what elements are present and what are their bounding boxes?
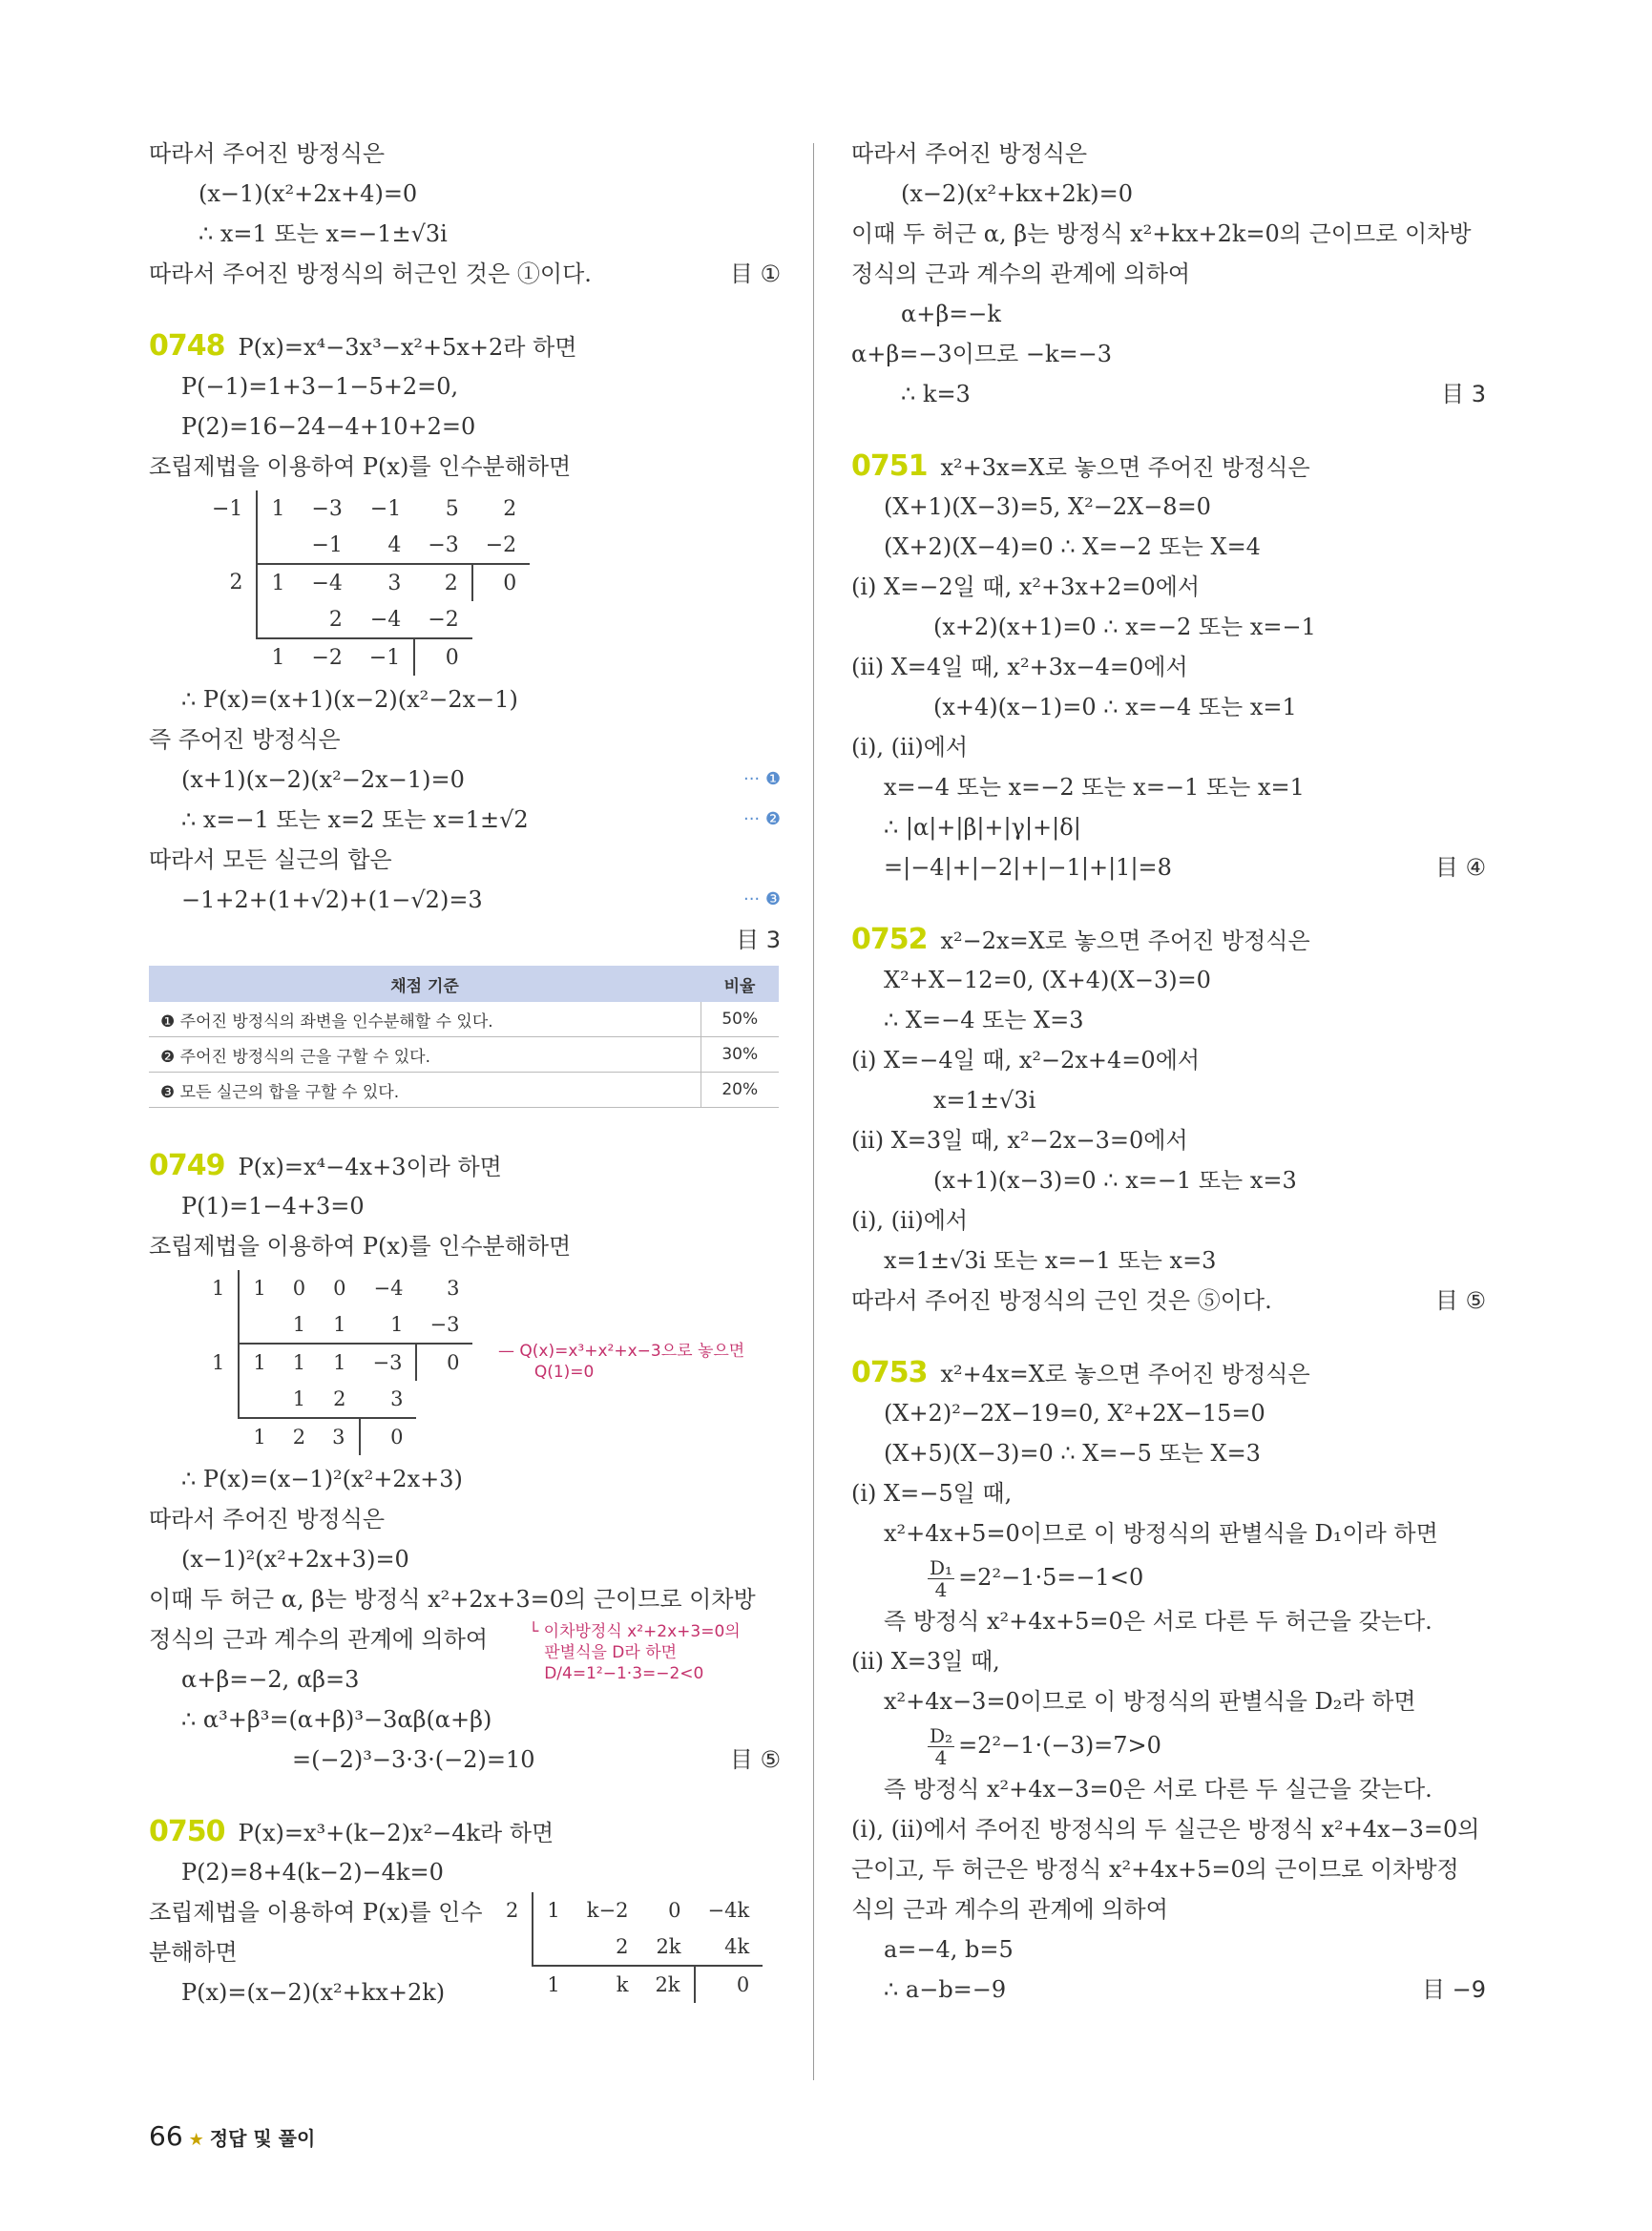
footer-label: 정답 및 풀이 [209,2127,316,2150]
equation: (x−1)(x²+2x+4)=0 [199,180,418,207]
answer-badge: 目 ⑤ [1434,1287,1486,1314]
text-line: 정식의 근과 계수의 관계에 의하여 └ 이차방정식 x²+2x+3=0의 판별식을 D라 하면 D/4=1²−1·3=−2<0 [149,1622,741,1683]
ratio-header: 비율 [701,966,779,1002]
answer-badge: 目 ① [729,261,781,287]
text-line: (i), (ii)에서 [851,734,969,761]
text-line: 이때 두 허근 α, β는 방정식 x²+kx+2k=0의 근이므로 이차방 [851,220,1472,247]
equation: P(2)=16−24−4+10+2=0 [181,413,476,440]
equation: (x−1)²(x²+2x+3)=0 [181,1546,409,1573]
problem-number: 0749 [149,1149,225,1182]
grading-header: 채점 기준 [149,966,701,1002]
equation: P(2)=8+4(k−2)−4k=0 [181,1859,444,1886]
text-line: (i), (ii)에서 [851,1207,969,1234]
text-line: 즉 방정식 x²+4x−3=0은 서로 다른 두 실근을 갖는다. [884,1776,1432,1803]
problem-0751-header: 0751 x²+3x=X로 놓으면 주어진 방정식은 [851,447,1486,487]
equation: (x+1)(x−3)=0 ∴ x=−1 또는 x=3 [933,1167,1297,1194]
equation: P(−1)=1+3−1−5+2=0, [181,373,459,400]
equation: x=1±√3i 또는 x=−1 또는 x=3 [884,1247,1217,1274]
equation: ∴ P(x)=(x−1)²(x²+2x+3) [181,1466,463,1492]
equation: −1+2+(1+√2)+(1−√2)=3 ··· ❸ [149,880,781,920]
answer-badge: 目 ④ [1434,854,1486,881]
problem-0752-header: 0752 x²−2x=X로 놓으면 주어진 방정식은 [851,920,1486,960]
equation: ∴ a−b=−9 目 −9 [851,1970,1486,2010]
answer-badge: 目 3 [1441,381,1486,407]
equation: (x+2)(x+1)=0 ∴ x=−2 또는 x=−1 [933,614,1316,640]
page-number: 66 [149,2120,183,2152]
table-row: ❷ 주어진 방정식의 근을 구할 수 있다. 30% [149,1037,779,1073]
text-line: 조립제법을 이용하여 P(x)를 인수분해하면 [149,453,572,480]
equation: $\frac{\text{D₂}}{4}$ =2²−1·(−3)=7>0 [930,1724,1161,1769]
text-line: 따라서 주어진 방정식은 [149,140,386,167]
problem-0748-header: 0748 P(x)=x⁴−3x³−x²+5x+2라 하면 [149,326,781,366]
column-divider [813,143,814,2080]
problem-number: 0750 [149,1815,225,1848]
equation: X²+X−12=0, (X+4)(X−3)=0 [884,967,1211,993]
text-line: (i) X=−4일 때, x²−2x+4=0에서 [851,1047,1201,1074]
equation: ∴ x=1 또는 x=−1±√3i [199,220,448,247]
answer-badge: 目 ⑤ [729,1746,781,1773]
fraction: $\frac{\text{D₂}}{4}$ [930,1724,953,1769]
text-line: 분해하면 [149,1939,238,1966]
answer-badge: 目 3 [736,927,781,953]
equation: ∴ x=−1 또는 x=2 또는 x=1±√2 ··· ❷ [149,800,781,840]
synthetic-division-0750: 2 1 k−2 0 −4k 2 2k 4k 1 k 2k 0 [492,1892,763,2003]
text-line: 이때 두 허근 α, β는 방정식 x²+2x+3=0의 근이므로 이차방 [149,1586,756,1613]
problem-number: 0753 [851,1356,928,1389]
problem-number: 0752 [851,923,928,956]
text-line: x²+4x−3=0이므로 이 방정식의 판별식을 D₂라 하면 [884,1688,1416,1715]
equation: ∴ P(x)=(x+1)(x−2)(x²−2x−1) [181,686,518,713]
text-line: (ii) X=3일 때, [851,1648,1000,1675]
text-line: 조립제법을 이용하여 P(x)를 인수 [149,1899,483,1926]
equation: (x+1)(x−2)(x²−2x−1)=0 ··· ❶ [149,760,781,800]
text-line: 따라서 주어진 방정식의 근인 것은 ⑤이다. 目 ⑤ [851,1281,1486,1321]
equation: P(x)=(x−2)(x²+kx+2k) [181,1979,446,2006]
table-row: ❶ 주어진 방정식의 좌변을 인수분해할 수 있다. 50% [149,1002,779,1037]
text-line: x²+4x+5=0이므로 이 방정식의 판별식을 D₁이라 하면 [884,1520,1438,1547]
text-line: (i) X=−2일 때, x²+3x+2=0에서 [851,573,1201,600]
text-line: 따라서 모든 실근의 합은 [149,846,392,873]
text-line: 근이고, 두 허근은 방정식 x²+4x+5=0의 근이므로 이차방정 [851,1856,1459,1883]
equation: x=1±√3i [933,1087,1036,1114]
text-line: 즉 방정식 x²+4x+5=0은 서로 다른 두 허근을 갖는다. [884,1608,1432,1635]
equation: ∴ |α|+|β|+|γ|+|δ| [884,814,1081,841]
equation: α+β=−2, αβ=3 [181,1666,360,1693]
answer-badge: 目 −9 [1421,1976,1486,2003]
step-marker: ··· ❷ [742,809,781,829]
page-footer [149,2120,315,2152]
equation: a=−4, b=5 [884,1936,1014,1963]
equation: (X+2)(X−4)=0 ∴ X=−2 또는 X=4 [884,533,1261,560]
text-line: 정식의 근과 계수의 관계에 의하여 [851,261,1191,287]
equation: =|−4|+|−2|+|−1|+|1|=8 目 ④ [851,847,1486,887]
text-line: (ii) X=3일 때, x²−2x−3=0에서 [851,1127,1188,1154]
synthetic-division-0749-wrap [149,1270,781,1455]
side-note: — Q(x)=x³+x²+x−3으로 놓으면 Q(1)=0 [498,1342,745,1382]
equation: ∴ k=3 目 3 [851,374,1486,414]
synthetic-division-0748: −1 1 −3 −1 5 2 −1 4 −3 −2 2 1 −4 3 2 0 2 −4 −2 1 −2 −1 0 [199,490,530,676]
equation: (x−2)(x²+kx+2k)=0 [901,180,1134,207]
text-line: 따라서 주어진 방정식의 허근인 것은 ①이다. 目 ① [149,254,781,294]
star-icon: ★ [188,2130,204,2150]
text-line: 따라서 주어진 방정식은 [149,1506,386,1533]
text-line: (ii) X=4일 때, x²+3x−4=0에서 [851,654,1188,680]
text-line: 따라서 주어진 방정식은 [851,140,1088,167]
problem-0750-body [149,1892,781,2012]
text-line: (i), (ii)에서 주어진 방정식의 두 실근은 방정식 x²+4x−3=0의 [851,1816,1480,1843]
problem-0749-header: 0749 P(x)=x⁴−4x+3이라 하면 [149,1146,781,1186]
left-column [149,134,781,2012]
equation: x=−4 또는 x=−2 또는 x=−1 또는 x=1 [884,774,1305,801]
text-line: (i) X=−5일 때, [851,1480,1013,1507]
fraction: $\frac{\text{D₁}}{4}$ [930,1556,953,1601]
grading-table [149,966,779,1108]
equation: ∴ α³+β³=(α+β)³−3αβ(α+β) [181,1706,492,1733]
equation: (X+2)²−2X−19=0, X²+2X−15=0 [884,1400,1265,1427]
text-line: 조립제법을 이용하여 P(x)를 인수분해하면 [149,1233,572,1260]
problem-number: 0748 [149,329,225,363]
problem-0750-header: 0750 P(x)=x³+(k−2)x²−4k라 하면 [149,1812,781,1852]
equation: α+β=−k [901,301,1001,327]
equation: ∴ X=−4 또는 X=3 [884,1007,1084,1033]
equation: (X+1)(X−3)=5, X²−2X−8=0 [884,493,1211,520]
problem-0753-header: 0753 x²+4x=X로 놓으면 주어진 방정식은 [851,1353,1486,1393]
equation: =(−2)³−3·3·(−2)=10 目 ⑤ [149,1740,781,1780]
text-line: 즉 주어진 방정식은 [149,726,341,753]
step-marker: ··· ❶ [742,769,781,789]
equation: P(1)=1−4+3=0 [181,1193,365,1220]
problem-number: 0751 [851,449,928,483]
table-row: ❸ 모든 실근의 합을 구할 수 있다. 20% [149,1073,779,1108]
answer-line [149,920,781,960]
equation: α+β=−3이므로 −k=−3 [851,341,1113,367]
equation: $\frac{\text{D₁}}{4}$ =2²−1·5=−1<0 [930,1556,1144,1601]
right-column [851,134,1486,2010]
synthetic-division-0749: 1 1 0 0 −4 3 1 1 1 −3 1 1 1 1 −3 0 1 2 3 1 2 3 0 [199,1270,472,1455]
side-note: └ 이차방정식 x²+2x+3=0의 판별식을 D라 하면 D/4=1²−1·3=−2<0 [529,1622,741,1683]
step-marker: ··· ❸ [742,889,781,909]
text-line: 식의 근과 계수의 관계에 의하여 [851,1896,1168,1923]
equation: (x+4)(x−1)=0 ∴ x=−4 또는 x=1 [933,694,1297,720]
equation: (X+5)(X−3)=0 ∴ X=−5 또는 X=3 [884,1440,1261,1467]
